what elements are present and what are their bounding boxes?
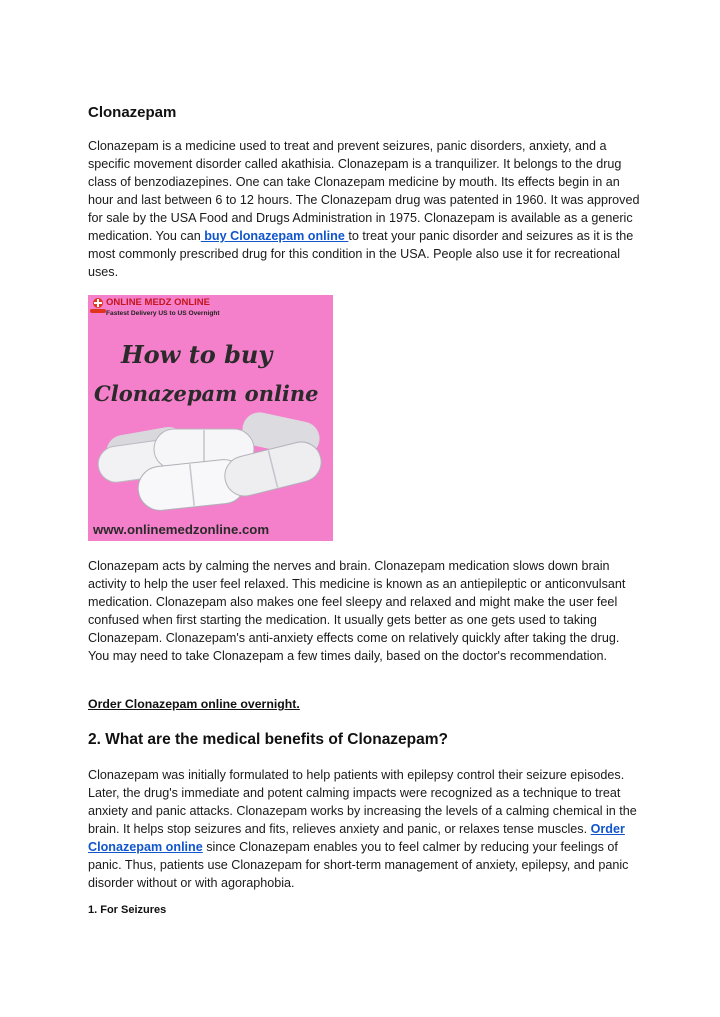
order-overnight-link[interactable]: Order Clonazepam online overnight. bbox=[88, 697, 300, 711]
brand-name: ONLINE MEDZ ONLINE bbox=[106, 297, 210, 308]
promo-headline-1: How to buy bbox=[121, 340, 273, 369]
order-clonazepam-link[interactable]: Order Clonazepam online bbox=[88, 822, 625, 854]
document-title: Clonazepam bbox=[88, 104, 177, 121]
subheading-seizures: 1. For Seizures bbox=[88, 904, 167, 916]
mechanism-paragraph: Clonazepam acts by calming the nerves and brain. Clonazepam medication slows down brain activity to help the user feel relaxed. This medicine is known as an antiepileptic or anticonvulsant medication. Clonazepam also makes one feel sleepy and relaxed and might make the user feel confused when first starting the medication. It usually gets better as one gets used to taking Clonazepam. Clonazepam's anti-anxiety effects come on relatively quickly after taking the drug. You may need to take Clonazepam a few times daily, based on the doctor's recommendation. bbox=[88, 559, 626, 663]
section-heading: 2. What are the medical benefits of Clonazepam? bbox=[88, 731, 449, 748]
intro-paragraph bbox=[88, 137, 640, 281]
promo-headline-2: Clonazepam online bbox=[94, 381, 319, 406]
promo-image bbox=[88, 295, 333, 541]
buy-clonazepam-link[interactable]: buy Clonazepam online bbox=[200, 229, 349, 243]
benefits-paragraph bbox=[88, 766, 640, 892]
promo-website: www.onlinemedzonline.com bbox=[93, 522, 270, 537]
intro-text: Clonazepam is a medicine used to treat and prevent seizures, panic disorders, anxiety, and a specific movement disorder called akathisia. Clonazepam is a tranquilizer. It belongs to the drug class of benzodiazepines. One can take Clonazepam medicine by mouth. Its effects begin in an hour and last between 6 to 12 hours. The Clonazepam drug was patented in 1960. It was approved for sale by the USA Food and Drugs Administration in 1975. Clonazepam is available as a generic medication. You can bbox=[88, 139, 640, 243]
benefits-text: Clonazepam was initially formulated to help patients with epilepsy control their seizure episodes. Later, the drug's immediate and potent calming impacts were recognized as a technique to treat anxiety and panic attacks. Clonazepam works by increasing the levels of a calming chemical in the brain. It helps stop seizures and fits, relieves anxiety and panic, or relaxes tense muscles. bbox=[88, 768, 637, 836]
brand-tagline: Fastest Delivery US to US Overnight bbox=[106, 310, 220, 317]
benefits-text-end: since Clonazepam enables you to feel calmer by reducing your feelings of panic. Thus, patients use Clonazepam for short-term management of anxiety, epilepsy, and panic disorder without or with agoraphobia. bbox=[88, 840, 629, 890]
intro-text-end: to treat your panic disorder and seizures as it is the most commonly prescribed drug for this condition in the USA. People also use it for recreational uses. bbox=[88, 229, 634, 279]
